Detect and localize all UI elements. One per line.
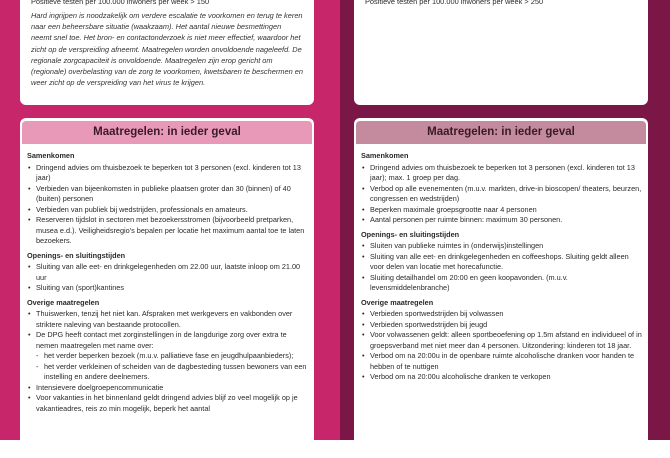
- measure-item: • Thuiswerken, tenzij het niet kan. Afspraken met werkgevers en vakbonden over striktere naleving van bestaande protocollen.: [27, 309, 309, 330]
- left-criteria: Positieve testen per 100.000 inwoners per week > 150: [31, 0, 210, 6]
- measure-item: • Sluiting van (sport)kantines: [27, 283, 309, 294]
- left-risk-card: [20, 0, 314, 105]
- measure-list: [27, 309, 309, 414]
- right-criteria: Positieve testen per 100.000 inwoners per week > 250: [365, 0, 544, 6]
- measure-list: [361, 309, 643, 383]
- right-measures-body: [361, 148, 643, 383]
- measure-list: [27, 163, 309, 247]
- measure-list: [361, 163, 643, 226]
- right-measures-card: [354, 118, 648, 458]
- section-title: Samenkomen: [361, 151, 409, 160]
- measure-item: • Aantal personen per ruimte binnen: maximum 30 personen.: [361, 215, 643, 226]
- measure-item: • Sluiting van alle eet- en drinkgelegenheden en coffeeshops. Sluiting geldt alleen voor delen van locatie met horecafunctie.: [361, 252, 643, 273]
- measure-item: • Dringend advies om thuisbezoek te beperken tot 3 personen (excl. kinderen tot 13 jaar); max. 1 groep per dag.: [361, 163, 643, 184]
- measure-item: • Sluiting detailhandel om 20:00 en geen koopavonden. (m.u.v. levensmiddelenbranche): [361, 273, 643, 294]
- left-measures-heading: Maatregelen: in ieder geval: [22, 121, 312, 144]
- measure-item: • Reserveren tijdslot in sectoren met bezoekersstromen (bijvoorbeeld pretparken, musea e.d.). Veiligheidsregio's bepalen per locatie het maximum aantal toe te laten bezoekers.: [27, 215, 309, 247]
- measure-item: • Beperken maximale groepsgrootte naar 4 personen: [361, 205, 643, 216]
- measure-sub-item: - het verder beperken bezoek (m.u.v. palliatieve fase en jeugdhulpaanbieders);: [27, 351, 309, 362]
- section-title: Openings- en sluitingstijden: [361, 229, 460, 239]
- right-measures-heading: Maatregelen: in ieder geval: [356, 121, 646, 144]
- measure-item: • Voor vakanties in het binnenland geldt dringend advies blijf zo veel mogelijk op je vakantieadres, reis zo min mogelijk, beperk het aantal: [27, 393, 309, 414]
- measure-item: • De DPG heeft contact met zorginstellingen in de langdurige zorg over extra te nemen maatregelen met name over:: [27, 330, 309, 351]
- measure-sub-item: - het verder verkleinen of scheiden van de dagbesteding tussen bewoners van een instelling en andere deelnemers.: [27, 362, 309, 383]
- measure-list: [361, 241, 643, 294]
- measure-item: • Verbieden van publiek bij wedstrijden, professionals en amateurs.: [27, 205, 309, 216]
- measure-item: • Sluiting van alle eet- en drinkgelegenheden om 22.00 uur, laatste inloop om 21.00 uur: [27, 262, 309, 283]
- measure-item: • Verbod om na 20:00u alcoholische dranken te verkopen: [361, 372, 643, 383]
- right-risk-card: [354, 0, 648, 105]
- section-title: Overige maatregelen: [27, 297, 100, 307]
- measure-item: • Verbieden sportwedstrijden bij jeugd: [361, 320, 643, 331]
- section-title: Openings- en sluitingstijden: [27, 250, 126, 260]
- measure-item: • Intensievere doelgroepencommunicatie: [27, 383, 309, 394]
- measure-item: • Dringend advies om thuisbezoek te beperken tot 3 personen (excl. kinderen tot 13 jaar): [27, 163, 309, 184]
- left-measures-card: [20, 118, 314, 458]
- section-title: Overige maatregelen: [361, 297, 434, 307]
- left-description: Hard ingrijpen is noodzakelijk om verdere escalatie te voorkomen en terug te keren naar een beheersbare situatie (waakzaam). Het aantal nieuwe besmettingen neemt snel toe. Het bron- en contactonderzoek is niet meer effectief, waardoor het zicht op de verspreiding afneemt. Maatregelen worden onvoldoende nageleefd. De regionale zorgcapaciteit is onvoldoende. Maatregelen zijn erop gericht om (regionale) overbelasting van de zorg te voorkomen, kwetsbaren te beschermen en weer zicht op de verspreiding van het virus te krijgen.: [31, 11, 303, 88]
- left-measures-body: [27, 148, 309, 414]
- measure-item: • Sluiten van publieke ruimtes in (onderwijs)instellingen: [361, 241, 643, 252]
- measure-list: [27, 262, 309, 294]
- measure-item: • Verbieden van bijeenkomsten in publieke plaatsen groter dan 30 (binnen) of 40 (buiten) personen: [27, 184, 309, 205]
- measure-item: • Verbod op alle evenementen (m.u.v. markten, drive-in bioscopen/ theaters, beurzen, congressen en wedstrijden): [361, 184, 643, 205]
- section-title: Samenkomen: [27, 151, 75, 160]
- measure-item: • Verbod om na 20:00u in de openbare ruimte alcoholische dranken voor handen te hebben of te nuttigen: [361, 351, 643, 372]
- measure-item: • Voor volwassenen geldt: alleen sportbeoefening op 1.5m afstand en individueel of in groepsverband met niet meer dan 4 personen. Uitzondering: kinderen tot 18 jaar.: [361, 330, 643, 351]
- measure-item: • Verbieden sportwedstrijden bij volwassen: [361, 309, 643, 320]
